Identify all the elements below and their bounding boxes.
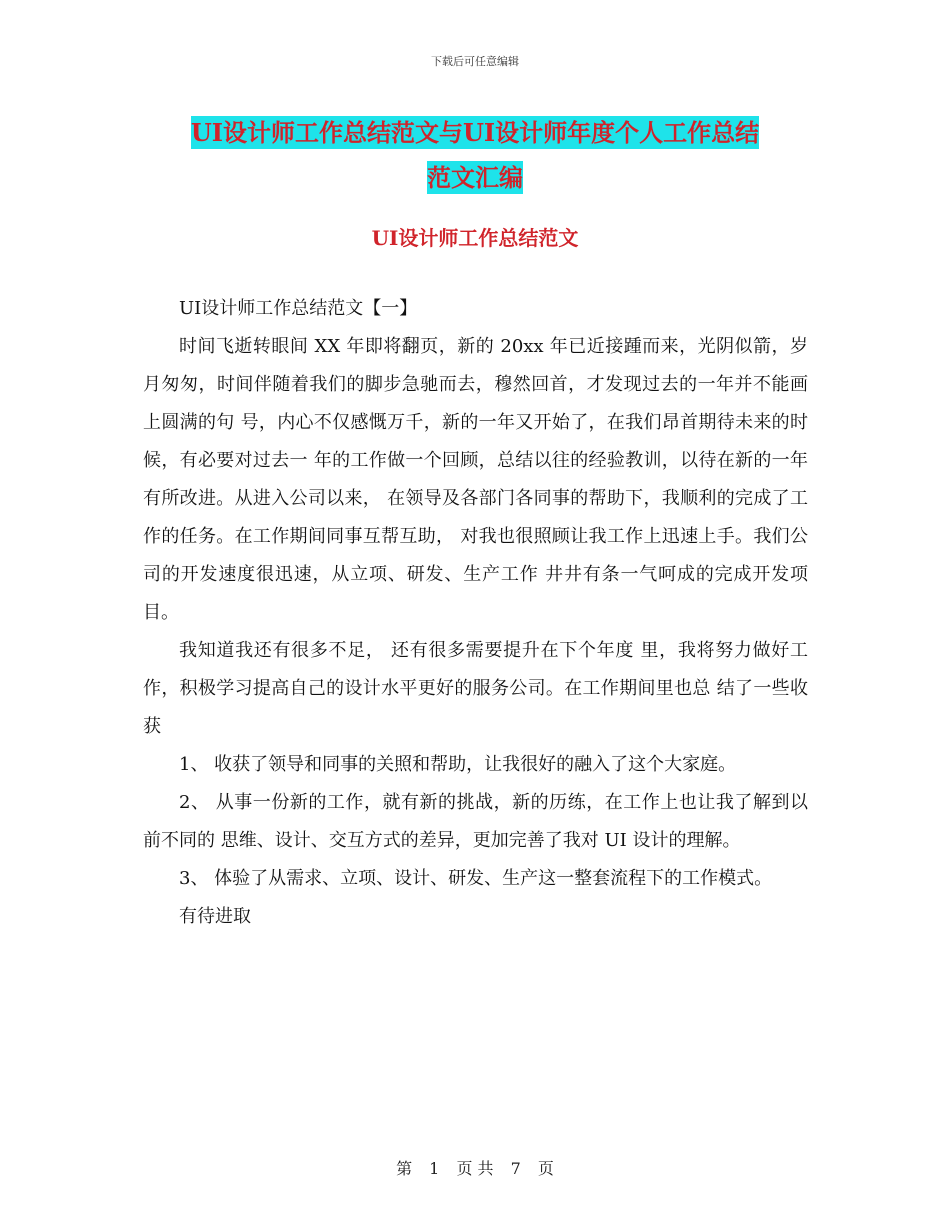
paragraph: 时间飞逝转眼间 XX 年即将翻页，新的 20xx 年已近接踵而来，光阴似箭，岁月匆匆，时间伴随着我们的脚步急驰而去，穆然回首，才发现过去的一年并不能画上圆满的句 号，内心不仅感慨万千，新的一年又开始了，在我们昂首期待未来的时候，有必要对过去一 年的工作做一个回顾，总结以往的经验教训，以待在新的一年有所改进。从进入公司以来， 在领导及各部门各同事的帮助下，我顺利的完成了工作的任务。在工作期间同事互帮互助， 对我也很照顾让我工作上迅速上手。我们公司的开发速度很迅速，从立项、研发、生产工作 井井有条一气呵成的完成开发项目。 [143, 336, 808, 623]
body-text [143, 290, 808, 936]
title-line-2: 范文汇编 [427, 163, 523, 192]
paragraph: 我知道我还有很多不足， 还有很多需要提升在下个年度 里，我将努力做好工作，积极学习提高自己的设计水平更好的服务公司。在工作期间里也总 结了一些收获 [143, 640, 808, 737]
document-title [0, 110, 950, 200]
footer-middle: 页 共 [456, 1159, 494, 1178]
paragraph: 有待进取 [179, 906, 251, 927]
footer-total-pages: 7 [510, 1159, 521, 1178]
list-item: 2、 从事一份新的工作，就有新的挑战，新的历练，在工作上也让我了解到以前不同的 思维、设计、交互方式的差异，更加完善了我对 UI 设计的理解。 [143, 792, 808, 851]
list-item: 3、 体验了从需求、立项、设计、研发、生产这一整套流程下的工作模式。 [179, 868, 773, 889]
section-title: UI设计师工作总结范文 [371, 226, 579, 250]
header-note: 下载后可任意编辑 [431, 55, 519, 68]
paragraph-subheading: UI设计师工作总结范文【一】 [179, 298, 418, 319]
footer-suffix: 页 [537, 1159, 554, 1178]
title-line-1: UI设计师工作总结范文与UI设计师年度个人工作总结 [190, 118, 760, 147]
footer-page-number: 1 [429, 1159, 440, 1178]
footer-prefix: 第 [396, 1159, 413, 1178]
page-footer [0, 1156, 950, 1179]
list-item: 1、 收获了领导和同事的关照和帮助，让我很好的融入了这个大家庭。 [179, 754, 737, 775]
